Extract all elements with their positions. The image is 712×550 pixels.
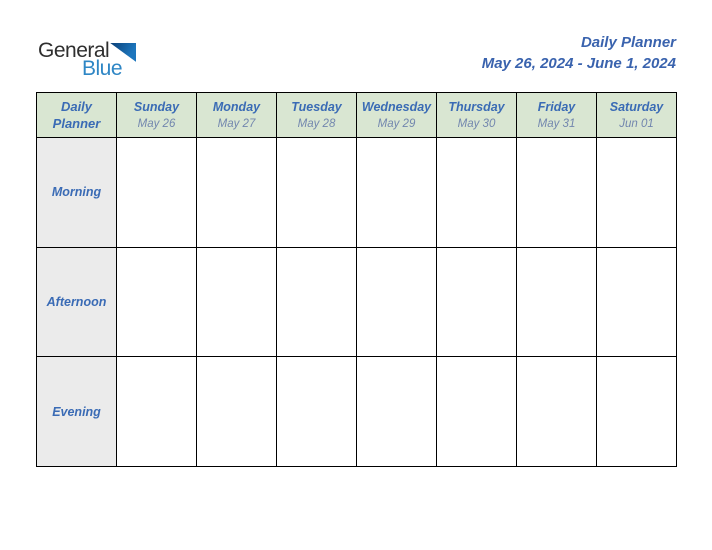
day-name: Monday — [212, 99, 261, 114]
planner-cell-morning-wednesday — [357, 138, 437, 248]
planner-cell-morning-tuesday — [277, 138, 357, 248]
planner-cell-afternoon-monday — [197, 248, 277, 358]
row-label-text: Evening — [52, 404, 101, 419]
day-date: May 31 — [537, 117, 576, 130]
page-title: Daily Planner — [580, 34, 676, 51]
day-name: Tuesday — [291, 99, 342, 114]
planner-cell-morning-friday — [517, 138, 597, 248]
planner-cell-afternoon-friday — [517, 248, 597, 358]
day-date: Jun 01 — [619, 117, 654, 130]
planner-cell-morning-saturday — [597, 138, 677, 248]
title-block — [482, 33, 676, 74]
planner-cell-afternoon-thursday — [437, 248, 517, 358]
day-header-saturday — [597, 93, 677, 138]
planner-cell-afternoon-sunday — [117, 248, 197, 358]
day-header-thursday — [437, 93, 517, 138]
day-date: May 27 — [217, 117, 256, 130]
planner-cell-morning-monday — [197, 138, 277, 248]
logo-word-general: General — [38, 39, 110, 62]
day-name: Friday — [537, 99, 576, 114]
day-date: May 28 — [297, 117, 336, 130]
planner-cell-evening-thursday — [437, 357, 517, 467]
day-header-tuesday — [277, 93, 357, 138]
row-label-morning — [37, 138, 117, 248]
date-range: May 26, 2024 - June 1, 2024 — [481, 55, 676, 72]
planner-cell-evening-monday — [197, 357, 277, 467]
general-blue-logo — [38, 40, 122, 80]
planner-cell-afternoon-tuesday — [277, 248, 357, 358]
planner-cell-afternoon-saturday — [597, 248, 677, 358]
logo-word-blue: Blue — [81, 57, 122, 80]
day-name: Sunday — [133, 99, 180, 114]
row-label-text: Afternoon — [46, 294, 107, 309]
day-date: May 26 — [137, 117, 176, 130]
row-label-afternoon — [37, 248, 117, 358]
planner-table — [36, 92, 677, 467]
row-label-text: Morning — [51, 185, 102, 200]
planner-cell-afternoon-wednesday — [357, 248, 437, 358]
day-name: Thursday — [448, 99, 505, 114]
planner-cell-evening-sunday — [117, 357, 197, 467]
row-label-evening — [37, 357, 117, 467]
day-header-sunday — [117, 93, 197, 138]
day-date: May 29 — [377, 117, 416, 130]
planner-cell-evening-tuesday — [277, 357, 357, 467]
day-header-monday — [197, 93, 277, 138]
day-date: May 30 — [457, 117, 496, 130]
day-name: Saturday — [609, 99, 664, 114]
planner-cell-morning-sunday — [117, 138, 197, 248]
day-header-friday — [517, 93, 597, 138]
planner-cell-morning-thursday — [437, 138, 517, 248]
day-header-wednesday — [357, 93, 437, 138]
planner-cell-evening-friday — [517, 357, 597, 467]
corner-header-cell — [37, 93, 117, 138]
corner-label-line1: Daily — [60, 99, 93, 114]
corner-label-line2: Planner — [52, 116, 101, 131]
planner-cell-evening-wednesday — [357, 357, 437, 467]
planner-cell-evening-saturday — [597, 357, 677, 467]
day-name: Wednesday — [361, 99, 432, 114]
